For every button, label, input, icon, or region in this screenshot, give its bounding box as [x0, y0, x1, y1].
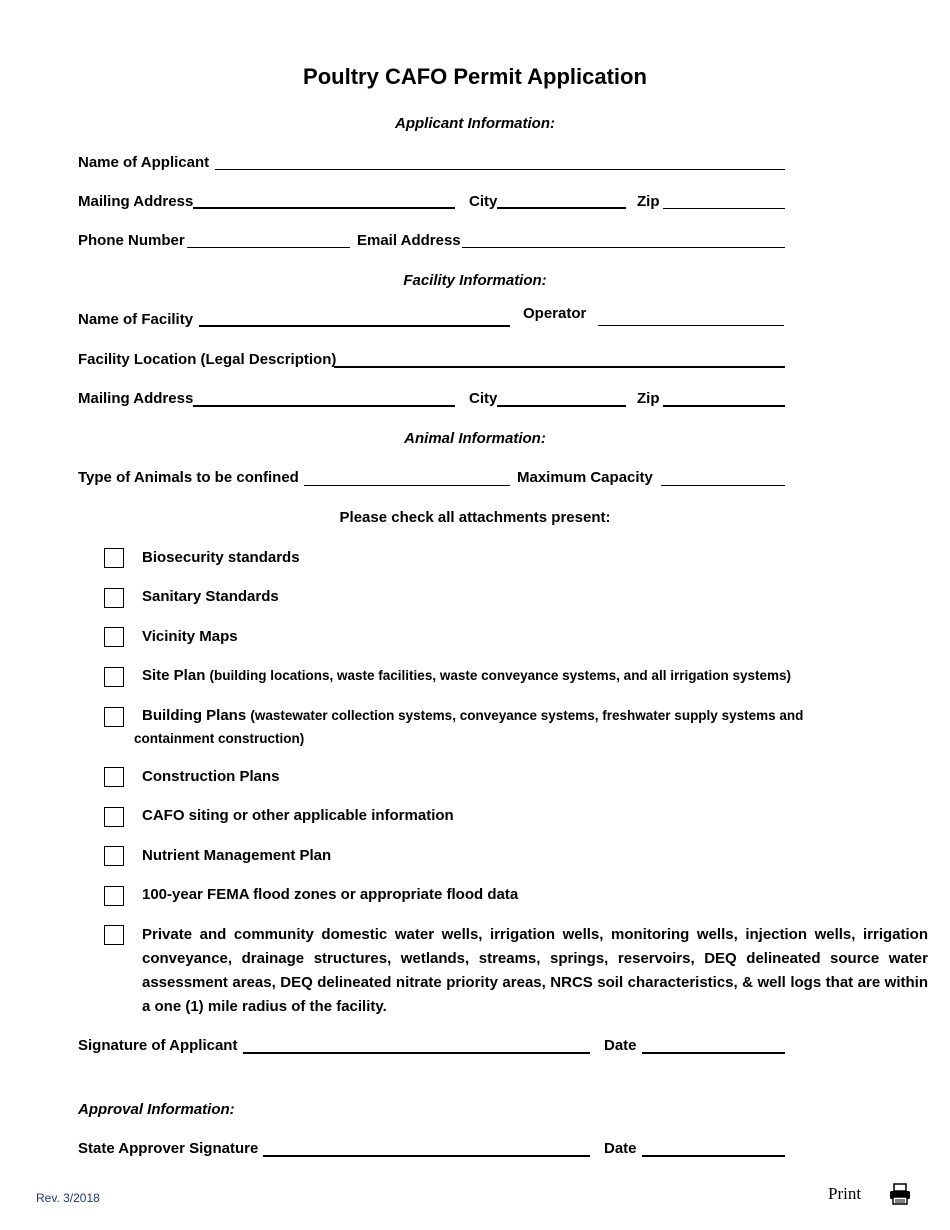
attachment-label-water-wells: Private and community domestic water wells, irrigation wells, monitoring wells, injection wells, irrigation conveyance, drainage structures, wetlands, streams, springs, reservoirs, DEQ delineated source water assessment areas, DEQ delineated nitrate priority areas, NRCS soil characteristics, & well logs that are within a one (1) mile radius of the facility.: [142, 926, 928, 1015]
animal-type-label: Type of Animals to be confined: [78, 469, 299, 486]
facility-city-label: City: [469, 390, 498, 407]
applicant-zip-field[interactable]: [663, 208, 785, 209]
attachment-label-vicinity-maps: Vicinity Maps: [142, 628, 238, 645]
approver-date-label: Date: [604, 1140, 637, 1157]
approver-date-field[interactable]: [642, 1155, 785, 1157]
print-button-label[interactable]: Print: [828, 1184, 862, 1203]
facility-zip-field[interactable]: [663, 405, 785, 407]
facility-city-field[interactable]: [497, 405, 626, 407]
applicant-section-heading: Applicant Information:: [395, 115, 555, 132]
facility-operator-label: Operator: [523, 305, 587, 322]
attachment-detail-building-plans: (wastewater collection systems, conveyance systems, freshwater supply systems and: [250, 708, 804, 723]
attachment-label-construction-plans: Construction Plans: [142, 768, 280, 785]
checkbox-nutrient-plan[interactable]: [104, 846, 124, 866]
applicant-date-field[interactable]: [642, 1052, 785, 1054]
facility-name-label: Name of Facility: [78, 311, 194, 328]
animal-capacity-label: Maximum Capacity: [517, 469, 653, 486]
attachment-detail-building-plans-cont: containment construction): [134, 731, 305, 746]
checkbox-cafo-siting[interactable]: [104, 807, 124, 827]
facility-mailing-field[interactable]: [193, 405, 455, 407]
attachments-heading: Please check all attachments present:: [339, 509, 611, 526]
attachment-label-cafo-siting: CAFO siting or other applicable information: [142, 807, 454, 824]
applicant-date-label: Date: [604, 1037, 637, 1054]
facility-section-heading: Facility Information:: [403, 272, 547, 289]
applicant-phone-label: Phone Number: [78, 232, 185, 249]
applicant-phone-field[interactable]: [187, 247, 350, 248]
applicant-mailing-label: Mailing Address: [78, 193, 194, 210]
applicant-signature-field[interactable]: [243, 1052, 590, 1054]
attachment-label-sanitary: Sanitary Standards: [142, 588, 279, 605]
applicant-mailing-field[interactable]: [193, 207, 455, 209]
checkbox-site-plan[interactable]: [104, 667, 124, 687]
printer-icon[interactable]: [888, 1183, 912, 1205]
checkbox-biosecurity[interactable]: [104, 548, 124, 568]
revision-date: Rev. 3/2018: [36, 1191, 100, 1205]
applicant-signature-label: Signature of Applicant: [78, 1037, 238, 1054]
facility-name-field[interactable]: [199, 325, 510, 327]
attachment-detail-site-plan: (building locations, waste facilities, waste conveyance systems, and all irrigation systems): [209, 668, 791, 683]
applicant-email-label: Email Address: [357, 232, 461, 249]
applicant-name-label: Name of Applicant: [78, 154, 210, 171]
attachment-label-biosecurity: Biosecurity standards: [142, 549, 300, 566]
animal-type-field[interactable]: [304, 485, 510, 486]
facility-mailing-label: Mailing Address: [78, 390, 194, 407]
animal-capacity-field[interactable]: [661, 485, 785, 486]
facility-location-label: Facility Location (Legal Description): [78, 351, 337, 368]
approver-signature-field[interactable]: [263, 1155, 590, 1157]
checkbox-building-plans[interactable]: [104, 707, 124, 727]
attachment-label-flood-zones: 100-year FEMA flood zones or appropriate flood data: [142, 886, 519, 903]
attachment-site-plan: [142, 667, 791, 685]
facility-zip-label: Zip: [637, 390, 660, 407]
approver-signature-label: State Approver Signature: [78, 1140, 259, 1157]
checkbox-sanitary[interactable]: [104, 588, 124, 608]
attachment-label-building-plans: Building Plans: [142, 707, 247, 724]
attachment-label-nutrient-plan: Nutrient Management Plan: [142, 847, 332, 864]
applicant-email-field[interactable]: [462, 247, 785, 248]
applicant-city-label: City: [469, 193, 498, 210]
attachment-label-site-plan: Site Plan: [142, 667, 206, 684]
attachment-building-plans: [142, 707, 803, 725]
checkbox-construction-plans[interactable]: [104, 767, 124, 787]
facility-location-field[interactable]: [334, 366, 785, 368]
checkbox-vicinity-maps[interactable]: [104, 627, 124, 647]
facility-operator-field[interactable]: [598, 325, 784, 326]
checkbox-flood-zones[interactable]: [104, 886, 124, 906]
form-title: Poultry CAFO Permit Application: [303, 64, 647, 89]
applicant-zip-label: Zip: [637, 193, 660, 210]
applicant-name-field[interactable]: [215, 169, 785, 170]
approval-heading: Approval Information:: [78, 1101, 235, 1118]
animal-section-heading: Animal Information:: [404, 430, 546, 447]
applicant-city-field[interactable]: [497, 207, 626, 209]
checkbox-water-wells[interactable]: [104, 925, 124, 945]
